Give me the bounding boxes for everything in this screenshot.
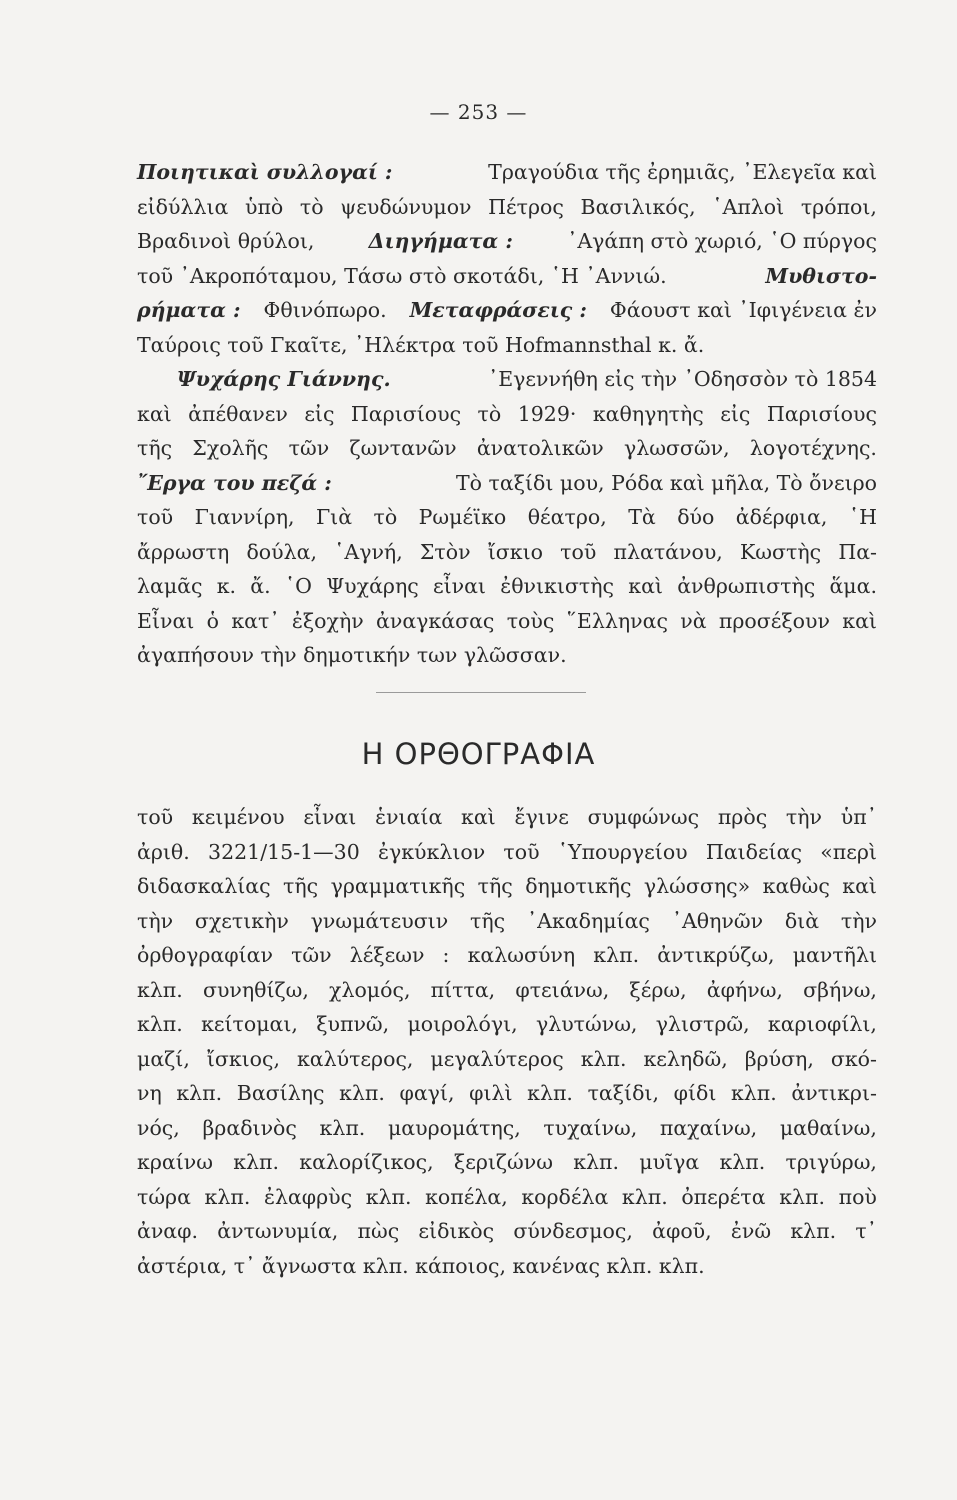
line-text: ἀριθ. 3221/15-1—30 ἐγκύκλιον τοῦ ῾Υπουργείου Παιδείας «περὶ <box>137 839 877 864</box>
line-text: ᾿Εγεννήθη εἰς τὴν ᾿Οδησσὸν τὸ 1854 <box>487 367 877 391</box>
text-line <box>137 869 877 904</box>
line-text: εἰδύλλια ὑπὸ τὸ ψευδώνυμον Πέτρος Βασιλικός, ῾Απλοὶ τρόποι, <box>137 194 877 219</box>
line-text: Φάουστ καὶ ᾿Ιφιγένεια ἐν <box>609 298 877 322</box>
line-text: Τραγούδια τῆς ἐρημιᾶς, ᾿Ελεγεῖα καὶ <box>488 160 877 184</box>
text-line <box>137 500 877 535</box>
text-line <box>137 535 877 570</box>
line-text: μαζί, ἴσκιος, καλύτερος, μεγαλύτερος κλπ. κεληδῶ, βρύση, σκό- <box>137 1046 877 1071</box>
line-text: Φθινόπωρο. <box>263 298 387 322</box>
text-line <box>137 938 877 973</box>
heading-short-stories: Διηγήματα : <box>368 229 513 253</box>
text-line <box>137 604 877 639</box>
heading-novels: Μυθιστο- <box>765 263 877 288</box>
section-divider <box>376 692 586 693</box>
line-text: Βραδινοὶ θρύλοι, <box>137 229 315 253</box>
text-line <box>137 190 877 225</box>
text-line <box>137 1180 877 1215</box>
text-line <box>137 800 877 835</box>
text-line <box>137 569 877 604</box>
line-text: τὴν σχετικὴν γνωμάτευσιν τῆς ᾿Ακαδημίας ᾿Αθηνῶν διὰ τὴν <box>137 908 877 933</box>
line-text: ἀναφ. ἀντωνυμία, πὼς εἰδικὸς σύνδεσμος, ἀφοῦ, ἐνῶ κλπ. τ᾿ <box>137 1219 877 1243</box>
text-line <box>137 1249 877 1284</box>
text-line <box>137 397 877 432</box>
line-text: τοῦ Γιαννίρη, Γιὰ τὸ Ρωμέϊκο θέατρο, Τὰ δύο ἀδέρφια, ῾Η <box>137 505 877 529</box>
line-text: τοῦ κειμένου εἶναι ἑνιαία καὶ ἔγινε συμφώνως πρὸς τὴν ὑπ᾿ <box>137 805 877 829</box>
author-name: Ψυχάρης Γιάννης. <box>177 367 391 391</box>
text-line <box>137 293 877 328</box>
text-line <box>137 155 877 190</box>
line-text: τώρα κλπ. ἐλαφρὺς κλπ. κοπέλα, κορδέλα κλπ. ὀπερέτα κλπ. ποὺ <box>137 1184 877 1209</box>
line-text: νη κλπ. Βασίλης κλπ. φαγί, φιλὶ κλπ. ταξίδι, φίδι κλπ. ἀντικρι- <box>137 1081 877 1105</box>
line-text: καὶ ἀπέθανεν εἰς Παρισίους τὸ 1929· καθηγητὴς εἰς Παρισίους <box>137 401 877 426</box>
line-text: διδασκαλίας τῆς γραμματικῆς τῆς δημοτικῆς γλώσσης» καθὼς καὶ <box>137 874 877 898</box>
section-title: Η ΟΡΘΟΓΡΑΦΙΑ <box>361 737 596 771</box>
line-text: λαμᾶς κ. ἄ. ῾Ο Ψυχάρης εἶναι ἐθνικιστὴς καὶ ἀνθρωπιστὴς ἅμα. <box>137 574 877 598</box>
line-text: τοῦ ᾿Ακροπόταμου, Τάσω στὸ σκοτάδι, ῾Η ᾿Αννιώ. <box>137 263 667 288</box>
line-text: νός, βραδινὸς κλπ. μαυρομάτης, τυχαίνω, παχαίνω, μαθαίνω, <box>137 1115 877 1140</box>
line-text: Ταύροις τοῦ Γκαῖτε, ᾿Ηλέκτρα τοῦ Hofmannsthal κ. ἄ. <box>137 332 705 357</box>
text-line <box>137 638 877 673</box>
line-text: κλπ. κείτομαι, ξυπνῶ, μοιρολόγι, γλυτώνω, γλιστρῶ, καριοφίλι, <box>137 1012 877 1036</box>
orthography-section <box>137 800 877 1283</box>
line-text: ὀρθογραφίαν τῶν λέξεων : καλωσύνη κλπ. ἀντικρύζω, μαντῆλι <box>137 943 877 967</box>
text-line <box>137 1111 877 1146</box>
line-text: ᾿Αγάπη στὸ χωριό, ῾Ο πύργος <box>567 229 877 253</box>
page-number: — 253 — <box>429 100 528 124</box>
text-line <box>137 431 877 466</box>
text-line <box>137 259 877 294</box>
text-line <box>137 1076 877 1111</box>
heading-translations: Μεταφράσεις : <box>409 298 587 322</box>
text-line <box>137 973 877 1008</box>
heading-prose-works: ῎Εργα του πεζά : <box>137 470 332 495</box>
heading-poetry-collections: Ποιητικαὶ συλλογαί : <box>137 160 393 184</box>
text-line <box>137 328 877 363</box>
biography-section <box>137 155 877 673</box>
line-text: τῆς Σχολῆς τῶν ζωντανῶν ἀνατολικῶν γλωσσῶν, λογοτέχνης. <box>137 436 877 460</box>
heading-novels-cont: ρήματα : <box>137 298 241 322</box>
line-text: ἀστέρια, τ᾿ ἄγνωστα κλπ. κάποιος, κανένας κλπ. κλπ. <box>137 1253 705 1278</box>
line-text: ἀγαπήσουν τὴν δημοτικήν των γλῶσσαν. <box>137 643 567 667</box>
text-line <box>137 1214 877 1249</box>
text-line <box>137 224 877 259</box>
text-line <box>137 1007 877 1042</box>
line-text: Εἶναι ὁ κατ᾿ ἐξοχὴν ἀναγκάσας τοὺς ῞Ελληνας νὰ προσέξουν καὶ <box>137 608 877 633</box>
line-text: Τὸ ταξίδι μου, Ρόδα καὶ μῆλα, Τὸ ὄνειρο <box>455 470 877 495</box>
text-line <box>137 904 877 939</box>
line-text: ἄρρωστη δούλα, ῾Αγνή, Στὸν ἴσκιο τοῦ πλατάνου, Κωστὴς Πα- <box>137 539 877 564</box>
text-line <box>137 1145 877 1180</box>
line-text: κραίνω κλπ. καλορίζικος, ξεριζώνω κλπ. μυῖγα κλπ. τριγύρω, <box>137 1150 877 1174</box>
text-line <box>137 835 877 870</box>
text-line <box>137 1042 877 1077</box>
text-line <box>137 362 877 397</box>
text-line <box>137 466 877 501</box>
line-text: κλπ. συνηθίζω, χλομός, πίττα, φτειάνω, ξέρω, ἀφήνω, σβήνω, <box>137 977 877 1002</box>
